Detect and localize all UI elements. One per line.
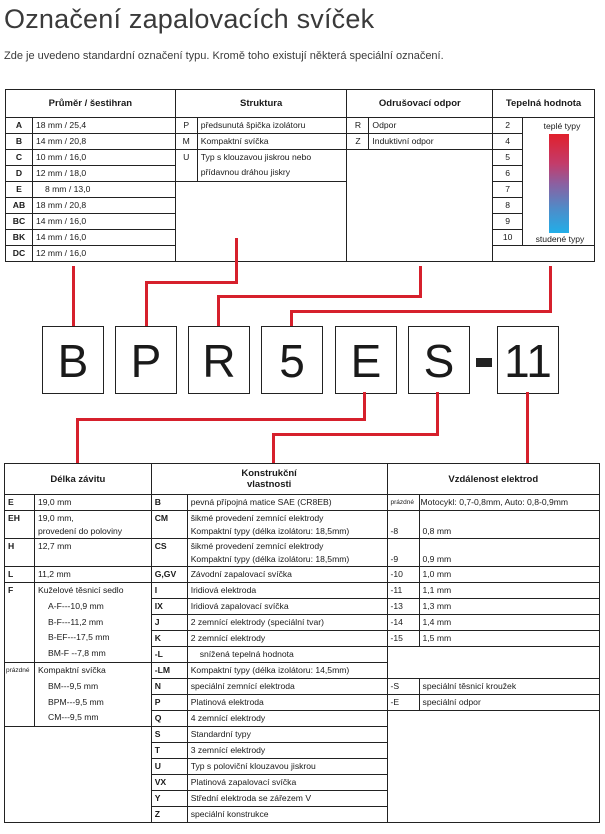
heat-value: 5: [493, 150, 523, 166]
code-box-construction: S: [408, 326, 470, 394]
diameter-code: BC: [6, 214, 33, 230]
connector-line: [363, 392, 366, 419]
diameter-value: 12 mm / 16,0: [32, 246, 175, 262]
page-title: Označení zapalovacích svíček: [4, 4, 375, 34]
construction-code: -L: [151, 647, 187, 663]
thread-value: 11,2 mm: [34, 567, 151, 583]
diameter-value: 18 mm / 20,8: [32, 198, 175, 214]
gap-value: 1,1 mm: [419, 583, 599, 599]
connector-line: [235, 238, 238, 284]
construction-value: Závodní zapalovací svíčka: [187, 567, 387, 583]
connector-line: [217, 295, 220, 327]
construction-code: G,GV: [151, 567, 187, 583]
structure-header: Struktura: [175, 90, 347, 118]
diameter-value: 10 mm / 16,0: [32, 150, 175, 166]
code-box-structure: P: [115, 326, 177, 394]
diameter-value: 14 mm / 20,8: [32, 134, 175, 150]
top-table: [5, 89, 595, 262]
thread-sub-line: A-F---10,9 mm: [47, 600, 104, 611]
gap-value: 1,3 mm: [419, 599, 599, 615]
heat-value: 6: [493, 166, 523, 182]
diameter-code: DC: [6, 246, 33, 262]
construction-code: Z: [151, 807, 187, 823]
resistor-code: R: [347, 118, 369, 134]
heat-value: 10: [493, 230, 523, 246]
construction-value: [187, 539, 387, 567]
connector-line: [217, 295, 421, 298]
construction-code: -LM: [151, 663, 187, 679]
gap-empty: [387, 711, 599, 823]
diameter-value: 12 mm / 18,0: [32, 166, 175, 182]
construction-code: CS: [151, 539, 187, 567]
gap-value: speciální těsnicí kroužek: [419, 679, 599, 695]
construction-value-line: šikmé provedení zemnící elektrody: [190, 513, 324, 523]
connector-line: [436, 392, 439, 435]
gap-value: Motocykl: 0,7-0,8mm, Auto: 0,8-0,9mm: [419, 495, 599, 511]
construction-value: Iridiová zapalovací svíčka: [187, 599, 387, 615]
thread-sub-line: B-F---11,2 mm: [47, 616, 104, 627]
gap-code: -S: [387, 679, 419, 695]
connector-line: [272, 433, 439, 436]
code-box-thread-length: E: [335, 326, 397, 394]
diameter-header: Průměr / šestihran: [6, 90, 176, 118]
diameter-code: C: [6, 150, 33, 166]
heat-value: 8: [493, 198, 523, 214]
gap-code: -15: [387, 631, 419, 647]
construction-value: speciální zemnící elektroda: [187, 679, 387, 695]
construction-code: Y: [151, 791, 187, 807]
code-box-thread-diameter: B: [42, 326, 104, 394]
diameter-code: B: [6, 134, 33, 150]
gap-code: -10: [387, 567, 419, 583]
connector-line: [419, 266, 422, 298]
construction-value: 2 zemnící elektrody: [187, 631, 387, 647]
resistor-code: Z: [347, 134, 369, 150]
diameter-code: E: [6, 182, 33, 198]
thread-sub-line: BM-F --7,8 mm: [47, 648, 106, 659]
structure-code: P: [175, 118, 197, 134]
thread-code: F: [5, 583, 35, 663]
construction-code: N: [151, 679, 187, 695]
construction-code: K: [151, 631, 187, 647]
construction-header: Konstrukční vlastnosti: [151, 464, 387, 495]
diameter-code: A: [6, 118, 33, 134]
gap-code: -8: [387, 511, 419, 539]
diameter-value: 8 mm / 13,0: [32, 182, 175, 198]
thread-sub-line: BPM---9,5 mm: [47, 696, 104, 707]
thread-code: EH: [5, 511, 35, 539]
connector-line: [145, 281, 148, 327]
thread-sub-line: BM---9,5 mm: [47, 680, 99, 691]
connector-line: [549, 266, 552, 313]
gap-empty: [387, 663, 599, 679]
thread-value: 12,7 mm: [34, 539, 151, 567]
structure-code: U: [175, 150, 197, 182]
connector-line: [76, 418, 366, 421]
gap-code: -9: [387, 539, 419, 567]
construction-value: Platinová elektroda: [187, 695, 387, 711]
resistor-empty: [347, 150, 493, 262]
construction-code: P: [151, 695, 187, 711]
bottom-table: [4, 463, 600, 823]
diameter-code: D: [6, 166, 33, 182]
heat-value: 2: [493, 118, 523, 134]
thread-value: [34, 583, 151, 663]
construction-code: B: [151, 495, 187, 511]
construction-code: VX: [151, 775, 187, 791]
gap-value: speciální odpor: [419, 695, 599, 711]
code-dash: [476, 358, 492, 367]
gap-code: -14: [387, 615, 419, 631]
connector-line: [72, 266, 75, 327]
construction-code: Q: [151, 711, 187, 727]
construction-value: Střední elektroda se zářezem V: [187, 791, 387, 807]
structure-value: předsunutá špička izolátoru: [197, 118, 347, 134]
construction-value: Standardní typy: [187, 727, 387, 743]
resistor-value: Induktivní odpor: [369, 134, 493, 150]
heat-gradient-bar: [549, 134, 569, 233]
diameter-value: 14 mm / 16,0: [32, 230, 175, 246]
thread-code: prázdné: [5, 663, 35, 727]
page-subtitle: Zde je uvedeno standardní označení typu. Kromě toho existují některá speciální označení.: [4, 50, 444, 62]
construction-value-line: Kompaktní typy (délka izolátoru: 18,5mm): [190, 526, 350, 536]
structure-value: Typ s klouzavou jiskrou nebo přídavnou dráhou jiskry: [197, 150, 347, 182]
construction-value: Iridiová elektroda: [187, 583, 387, 599]
structure-empty: [175, 182, 347, 262]
construction-value: Platinová zapalovací svíčka: [187, 775, 387, 791]
thread-sub-line: B-EF---17,5 mm: [47, 632, 110, 643]
gap-code: -11: [387, 583, 419, 599]
construction-value-line: Kompaktní typy (délka izolátoru: 18,5mm): [190, 554, 350, 564]
heat-value: 4: [493, 134, 523, 150]
gap-code: -13: [387, 599, 419, 615]
thread-empty: [5, 727, 152, 823]
thread-value-line: Kompaktní svíčka: [37, 665, 106, 675]
construction-value: 2 zemnící elektrody (speciální tvar): [187, 615, 387, 631]
construction-value: 3 zemnící elektrody: [187, 743, 387, 759]
construction-code: I: [151, 583, 187, 599]
connector-line: [526, 392, 529, 464]
construction-value: snížená tepelná hodnota: [187, 647, 387, 663]
structure-value: Kompaktní svíčka: [197, 134, 347, 150]
gap-value: 0,8 mm: [419, 511, 599, 539]
code-box-electrode-gap: 11: [497, 326, 559, 394]
construction-value: 4 zemnící elektrody: [187, 711, 387, 727]
construction-value: Typ s poloviční klouzavou jiskrou: [187, 759, 387, 775]
thread-value-line: provedení do poloviny: [37, 526, 123, 536]
diameter-code: AB: [6, 198, 33, 214]
construction-value: Kompaktní typy (délka izolátoru: 14,5mm): [187, 663, 387, 679]
thread-value: [34, 511, 151, 539]
code-box-heat-value: 5: [261, 326, 323, 394]
thread-code: L: [5, 567, 35, 583]
gap-value: 1,5 mm: [419, 631, 599, 647]
construction-code: T: [151, 743, 187, 759]
construction-value-line: šikmé provedení zemnící elektrody: [190, 541, 324, 551]
resistor-header: Odrušovací odpor: [347, 90, 493, 118]
construction-code: IX: [151, 599, 187, 615]
code-box-resistor: R: [188, 326, 250, 394]
heat-empty: [493, 246, 595, 262]
construction-value: [187, 511, 387, 539]
heat-value: 7: [493, 182, 523, 198]
gap-value: 0,9 mm: [419, 539, 599, 567]
heat-value: 9: [493, 214, 523, 230]
connector-line: [76, 418, 79, 464]
heat-hot-label: teplé typy: [543, 121, 581, 131]
connector-line: [145, 281, 237, 284]
diameter-code: BK: [6, 230, 33, 246]
thread-code: E: [5, 495, 35, 511]
construction-value: pevná přípojná matice SAE (CR8EB): [187, 495, 387, 511]
thread-code: H: [5, 539, 35, 567]
construction-code: S: [151, 727, 187, 743]
diameter-value: 18 mm / 25,4: [32, 118, 175, 134]
heat-cold-label: studené typy: [535, 234, 585, 244]
connector-line: [290, 310, 551, 313]
resistor-value: Odpor: [369, 118, 493, 134]
thread-value-line: Kuželové těsnicí sedlo: [37, 585, 124, 595]
gap-code: prázdné: [387, 495, 419, 511]
connector-line: [272, 433, 275, 464]
structure-code: M: [175, 134, 197, 150]
thread-value-line: 19,0 mm,: [37, 513, 74, 523]
gap-header: Vzdálenost elektrod: [387, 464, 599, 495]
diameter-value: 14 mm / 16,0: [32, 214, 175, 230]
gap-code: -E: [387, 695, 419, 711]
construction-code: U: [151, 759, 187, 775]
gap-value: 1,4 mm: [419, 615, 599, 631]
construction-value: speciální konstrukce: [187, 807, 387, 823]
thread-value: [34, 663, 151, 727]
thread-sub-line: CM---9,5 mm: [47, 712, 99, 723]
construction-code: CM: [151, 511, 187, 539]
gap-empty: [387, 647, 599, 663]
heat-header: Tepelná hodnota: [493, 90, 595, 118]
thread-header: Délka závitu: [5, 464, 152, 495]
construction-code: J: [151, 615, 187, 631]
gap-value: 1,0 mm: [419, 567, 599, 583]
thread-value: 19,0 mm: [34, 495, 151, 511]
